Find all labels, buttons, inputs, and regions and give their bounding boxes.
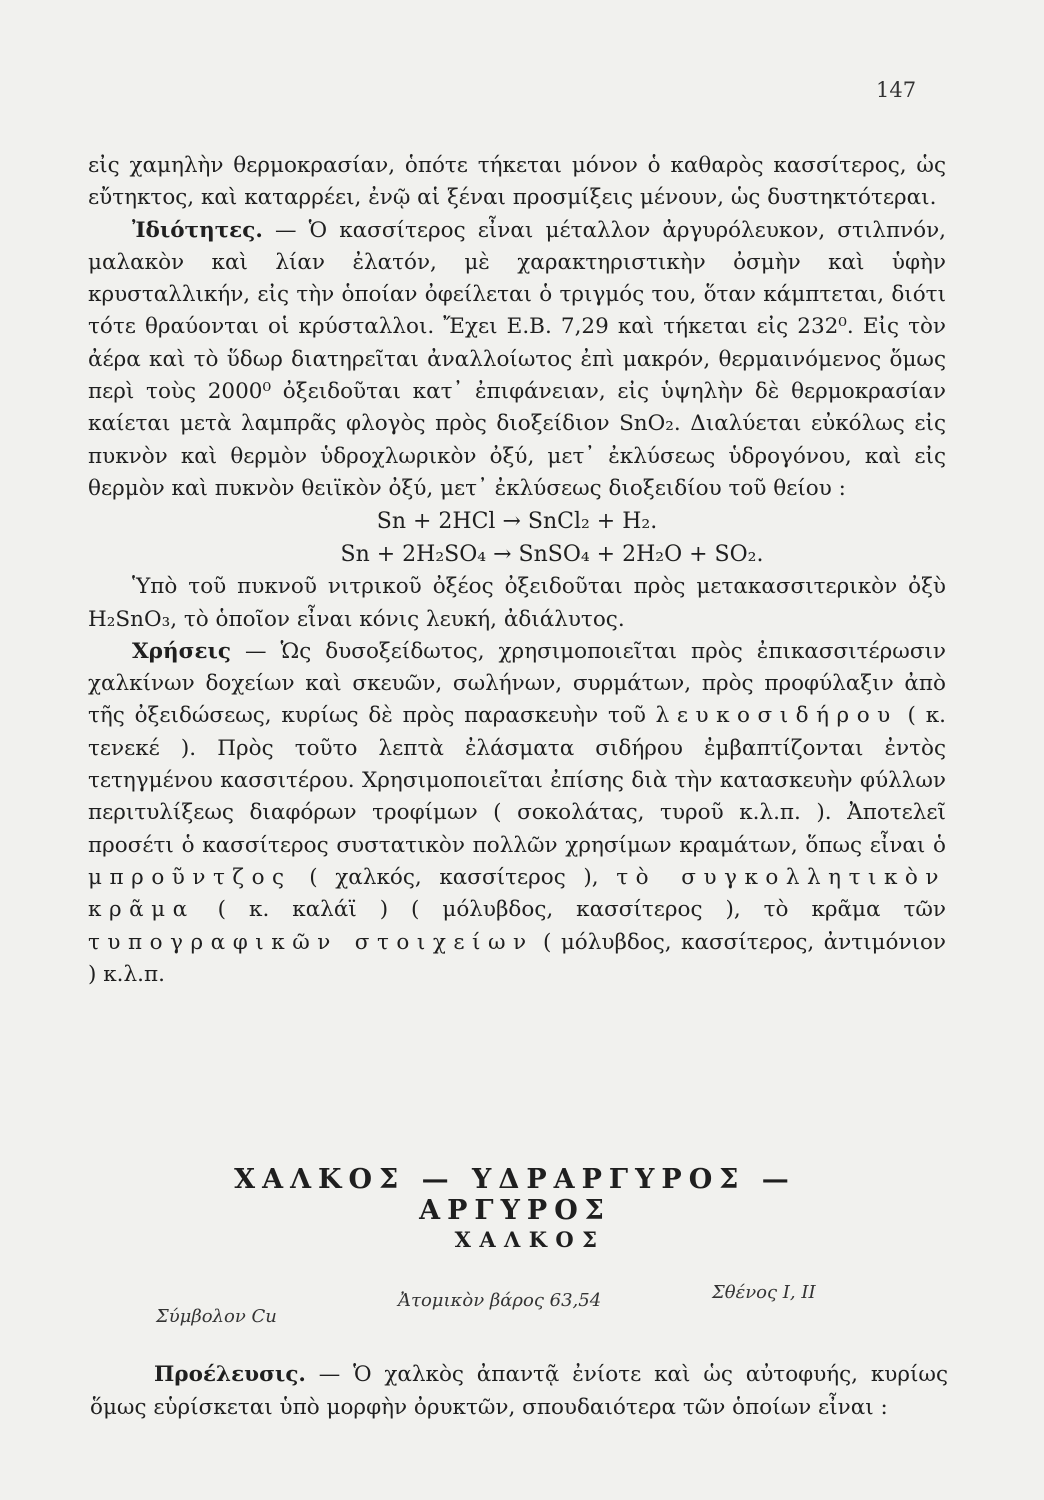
spaced-term-2: μπροῦντζος [88,864,292,890]
properties-text: — Ὁ κασσίτερος εἶναι μέταλλον ἀργυρόλευκον, στιλπνόν, μαλακὸν καὶ λίαν ἐλατόν, μὲ χαρακτηριστικὴν ὀσμὴν καὶ ὑφὴν κρυσταλλικήν, εἰς τὴν ὁποίαν ὀφείλεται ὁ τριγμός του, ὅταν κάμπτεται, διότι τότε θραύονται οἱ κρύσταλλοι. Ἔχει Ε.Β. 7,29 καὶ τήκεται εἰς 232⁰. Εἰς τὸν ἀέρα καὶ τὸ ὕδωρ διατηρεῖται ἀναλλοίωτος ἐπὶ μακρόν, θερμαινόμενος ὅμως περὶ τοὺς 2000⁰ ὀξειδοῦται κατ᾿ ἐπιφάνειαν, εἰς ὑψηλὴν δὲ θερμοκρασίαν καίεται μετὰ λαμπρᾶς φλογὸς πρὸς διοξείδιον SnO₂. Διαλύεται εὐκόλως εἰς πυκνὸν καὶ θερμὸν ὑδροχλωρικὸν ὀξύ, μετ᾿ ἐκλύσεως ὑδρογόνου, καὶ εἰς θερμὸν καὶ πυκνὸν θειϊκὸν ὀξύ, μετ᾿ ἐκλύσεως διοξειδίου τοῦ θείου : [88,217,946,501]
equation-2: Sn + 2H₂SO₄ → SnSO₄ + 2H₂O + SO₂. [340,542,764,568]
uses-label: Χρήσεις [132,638,232,664]
page-number: 147 [876,78,917,102]
spaced-term-1: λευκοσιδήρου [655,703,898,729]
spaced-term-4: τυπογραφικῶν στοιχείων [88,929,534,955]
paragraph-properties [88,215,946,506]
paragraph-uses [88,636,946,991]
uses-text-a: — Ὡς δυσοξείδωτος, χρησιμοποιεῖται πρὸς ἐπικασσιτέρωσιν χαλκίνων δοχείων καὶ σκευῶν, σωλήνων, συρμάτων, πρὸς προφύλαξιν ἀπὸ τῆς ὀξειδώσεως, κυρίως δὲ πρὸς παρασκευὴν τοῦ [88,638,946,729]
atomic-weight: Ἀτομικὸν βάρος 63,54 [398,1290,602,1311]
valence: Σθένος I, II [712,1282,816,1303]
body-text [88,150,946,991]
paragraph-origin [90,1358,948,1424]
uses-text-e: ( μόλυβδος, κασσίτερος, ἀντιμόνιον ) κ.λ.π. [88,929,946,987]
origin-label: Προέλευσις. [154,1362,306,1387]
equation-1: Sn + 2HCl → SnCl₂ + H₂. [376,509,658,535]
origin-paragraph-block [90,1358,948,1424]
properties-label: Ἰδιότητες. [132,217,263,243]
spaced-term-3: τὸ συγκολλητικὸν κρᾶμα [88,864,946,923]
origin-text: — Ὁ χαλκὸς ἀπαντᾷ ἐνίοτε καὶ ὡς αὐτοφυής, κυρίως ὅμως εὑρίσκεται ὑπὸ μορφὴν ὀρυκτῶν, σπουδαιότερα τῶν ὁποίων εἶναι : [90,1362,948,1420]
paragraph-nitric: Ὑπὸ τοῦ πυκνοῦ νιτρικοῦ ὀξέος ὀξειδοῦται πρὸς μετακασσιτερικὸν ὀξὺ H₂SnO₃, τὸ ὁποῖον εἶναι κόνις λευκή, ἀδιάλυτος. [88,574,946,632]
section-heading: ΧΑΛΚΟΣ — ΥΔΡΑΡΓΥΡΟΣ — ΑΡΓΥΡΟΣ [234,1164,796,1226]
paragraph-continuation: εἰς χαμηλὴν θερμοκρασίαν, ὁπότε τήκεται μόνον ὁ καθαρὸς κασσίτερος, ὡς εὔτηκτος, καὶ καταρρέει, ἐνῷ αἱ ξέναι προσμίξεις μένουν, ὡς δυστηκτότεραι. [88,153,946,211]
uses-text-d: ( κ. καλάϊ ) ( μόλυβδος, κασσίτερος ), τὸ κρᾶμα τῶν [194,897,946,923]
uses-text-b: ( κ. τενεκέ ). Πρὸς τοῦτο λεπτὰ ἐλάσματα σιδήρου ἐμβαπτίζονται ἐντὸς τετηγμένου κασσιτέρου. Χρησιμοποιεῖται ἐπίσης διὰ τὴν κατασκευὴν φύλλων περιτυλίξεως διαφόρων τροφίμων ( σοκολάτας, τυροῦ κ.λ.π. ). Ἀποτελεῖ προσέτι ὁ κασσίτερος συστατικὸν πολλῶν χρησίμων κραμάτων, ὅπως εἶναι ὁ [88,703,946,858]
element-symbol: Σύμβολον Cu [156,1306,277,1327]
uses-text-c: ( χαλκός, κασσίτερος ), [291,864,617,890]
section-subheading: ΧΑΛΚΟΣ [454,1227,606,1252]
